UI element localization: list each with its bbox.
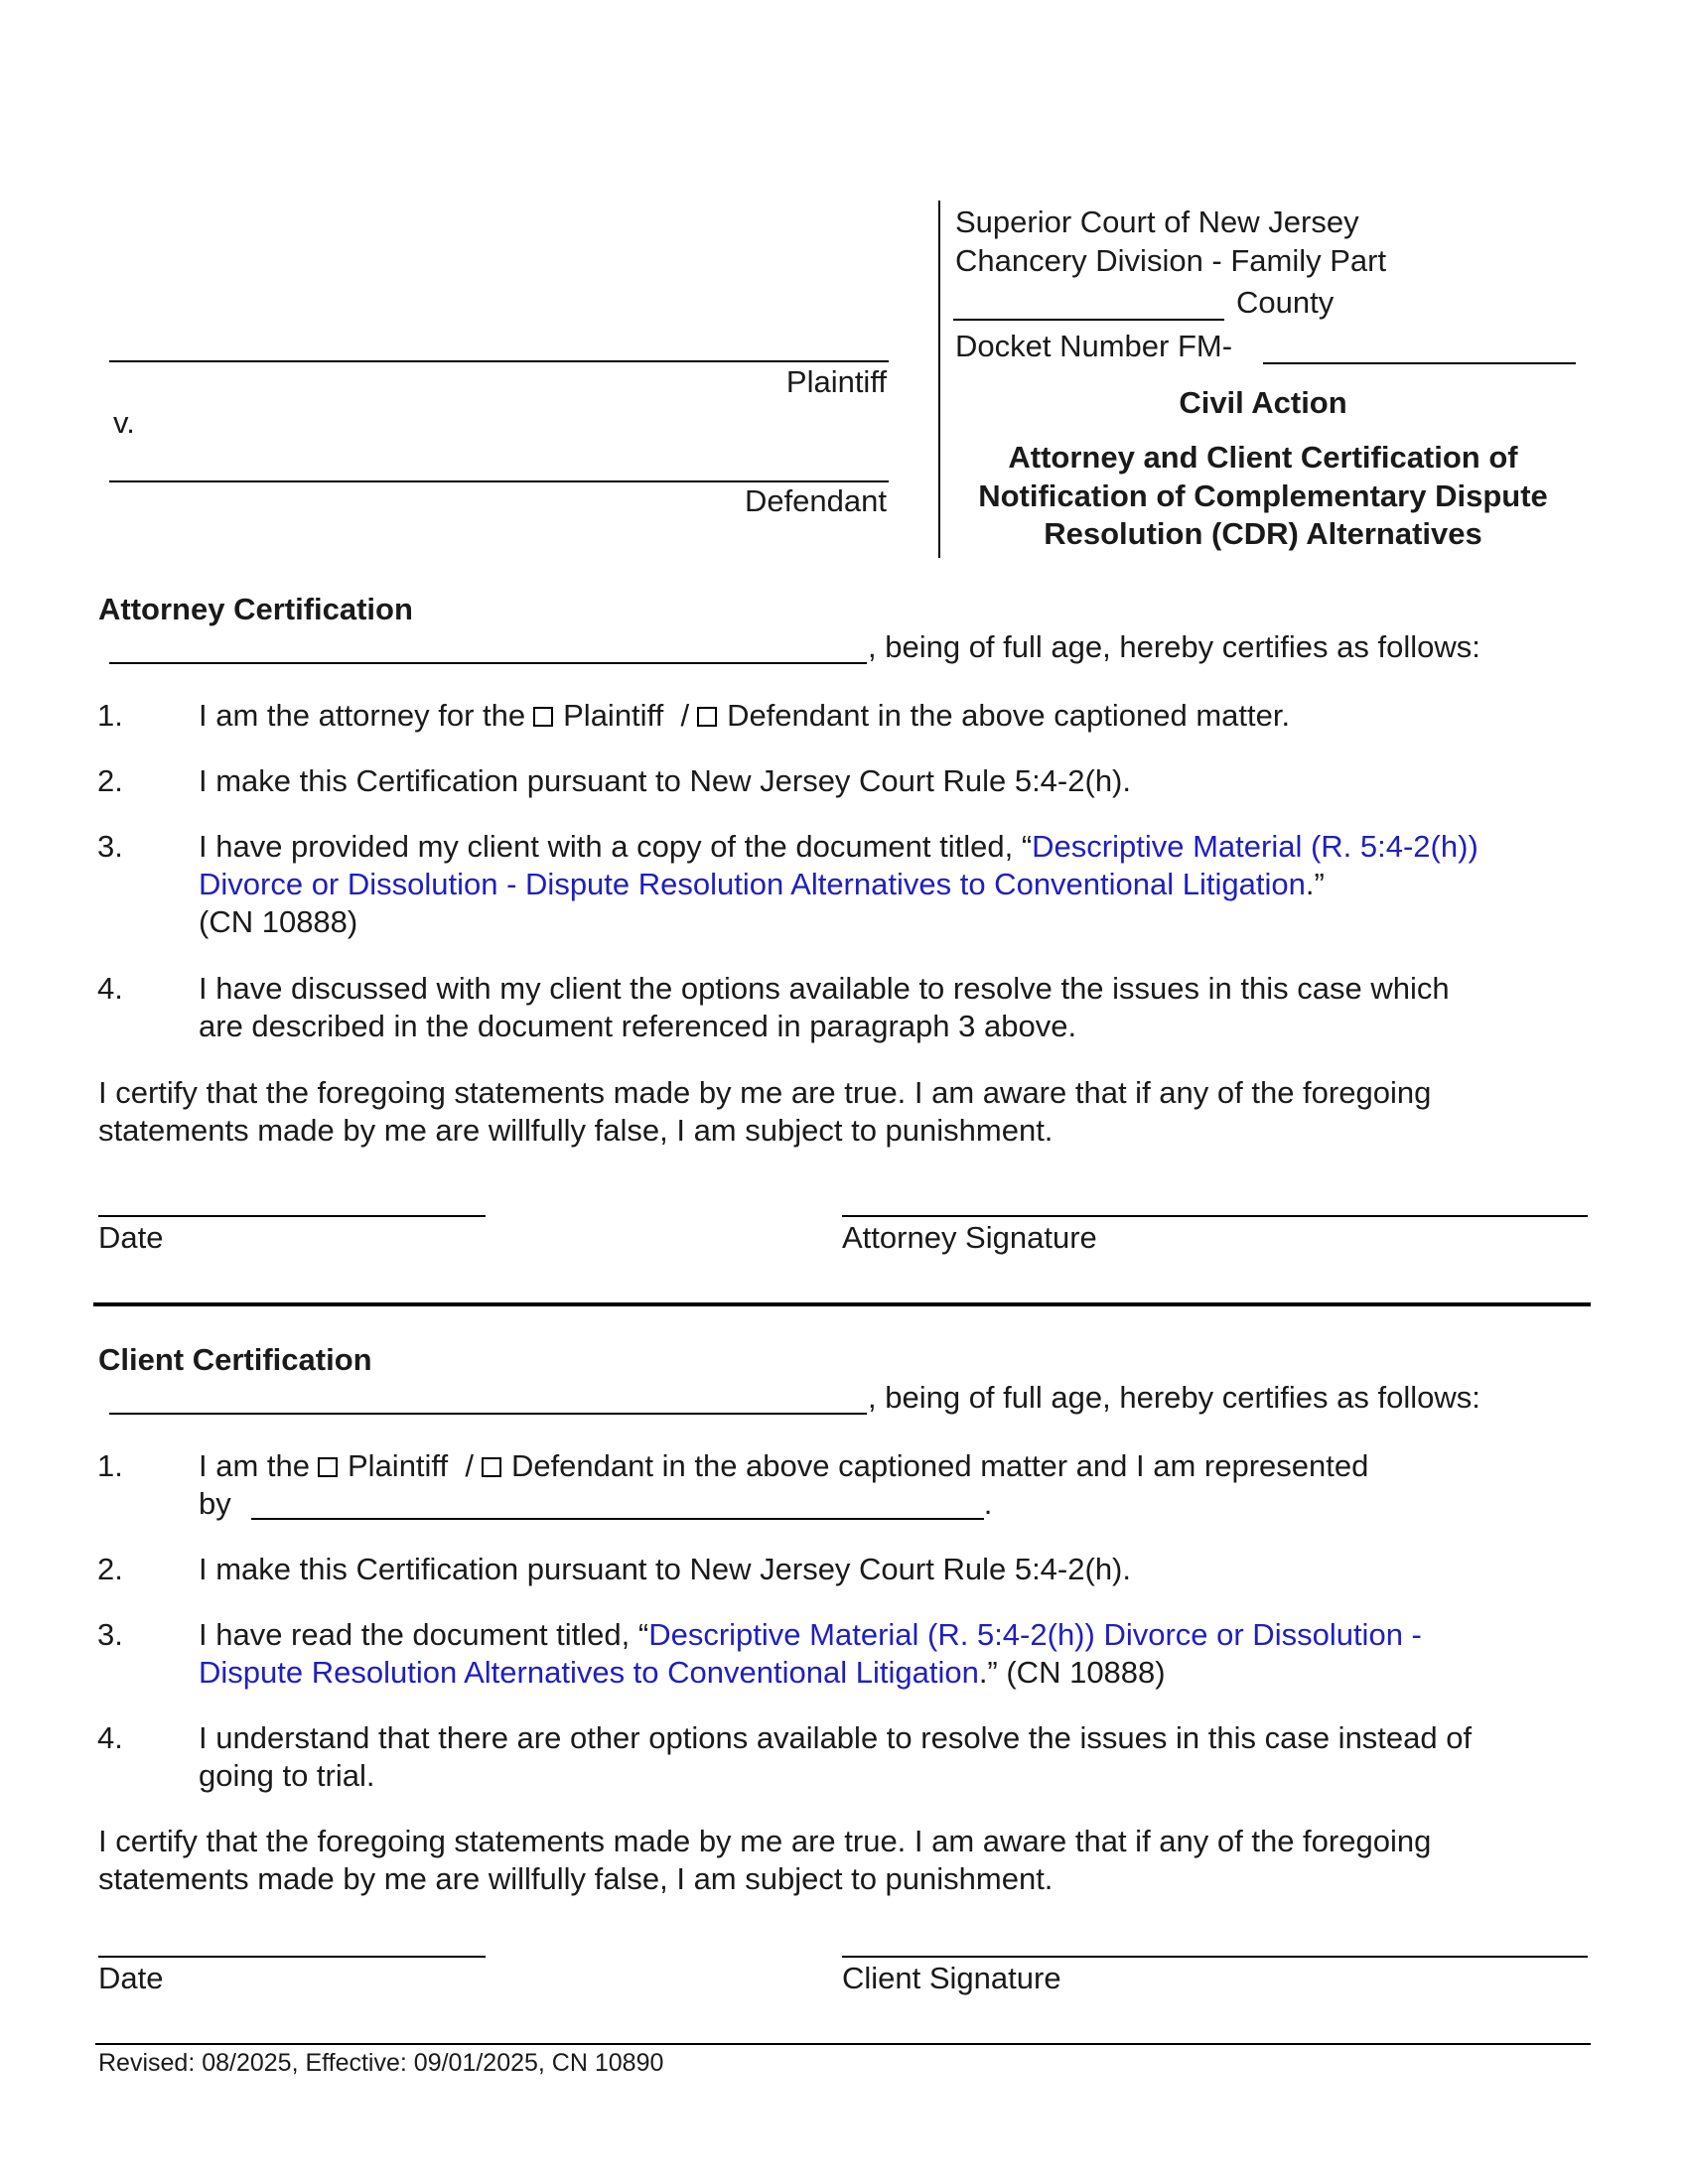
attorney-item-3-cn: (CN 10888)	[199, 904, 358, 939]
client-item-3-number: 3.	[97, 1617, 123, 1652]
client-represented-by-label: by	[199, 1486, 231, 1521]
versus-label: v.	[113, 405, 135, 440]
attorney-defendant-label: Defendant in the above captioned matter.	[727, 698, 1291, 733]
client-date-label: Date	[98, 1961, 164, 1995]
attorney-plaintiff-label: Plaintiff /	[563, 698, 690, 733]
client-certify-line2: statements made by me are willfully false, I am subject to punishment.	[98, 1861, 1054, 1896]
client-signature-label: Client Signature	[842, 1961, 1061, 1995]
client-name-line[interactable]	[109, 1413, 867, 1415]
client-descriptive-material-link[interactable]: Descriptive Material (R. 5:4-2(h)) Divorce or Dissolution -	[648, 1617, 1422, 1652]
client-item-3-text: I have read the document titled, “	[199, 1617, 649, 1652]
attorney-item-1-number: 1.	[97, 698, 123, 733]
docket-number-line[interactable]	[1263, 362, 1576, 364]
attorney-date-label: Date	[98, 1220, 164, 1255]
form-title-line2: Notification of Complementary Dispute	[978, 478, 1548, 513]
attorney-item-3-text: I have provided my client with a copy of the document titled, “	[199, 829, 1033, 864]
plaintiff-name-line[interactable]	[109, 360, 889, 362]
client-item-1-line2	[199, 1485, 1589, 1523]
attorney-name-line[interactable]	[109, 662, 867, 664]
court-division: Chancery Division - Family Part	[955, 243, 1387, 278]
footer-rule	[95, 2043, 1591, 2045]
attorney-item-3-line2	[199, 866, 1589, 903]
client-item-4-number: 4.	[97, 1720, 123, 1755]
attorney-item-1	[199, 697, 1589, 735]
attorney-signature-label: Attorney Signature	[842, 1220, 1097, 1255]
client-descriptive-material-link-cont[interactable]: Dispute Resolution Alternatives to Conventional Litigation	[199, 1655, 979, 1690]
client-defendant-label: Defendant in the above captioned matter and I am represented	[510, 1448, 1369, 1483]
attorney-item-4-line1: I have discussed with my client the options available to resolve the issues in this case which	[199, 971, 1450, 1006]
docket-label: Docket Number FM-	[955, 329, 1233, 363]
client-certify-line1: I certify that the foregoing statements made by me are true. I am aware that if any of the foregoing	[98, 1824, 1432, 1858]
client-signature-line[interactable]	[842, 1956, 1588, 1958]
attorney-intro-text: , being of full age, hereby certifies as follows:	[868, 629, 1480, 664]
plaintiff-label: Plaintiff	[785, 364, 887, 399]
client-plaintiff-checkbox[interactable]	[318, 1457, 338, 1477]
attorney-item-2-number: 2.	[97, 763, 123, 798]
client-defendant-checkbox[interactable]	[482, 1457, 501, 1477]
client-item-4-line1: I understand that there are other options available to resolve the issues in this case instead of	[199, 1720, 1473, 1755]
client-item-2-number: 2.	[97, 1552, 123, 1586]
descriptive-material-link-cont[interactable]: Divorce or Dissolution - Dispute Resolution Alternatives to Conventional Litigation	[199, 867, 1306, 901]
client-item-3-line1	[199, 1616, 1589, 1654]
attorney-cert-heading: Attorney Certification	[98, 592, 413, 626]
client-item-3-line2	[199, 1654, 1589, 1692]
attorney-item-4-line2: are described in the document referenced in paragraph 3 above.	[199, 1009, 1077, 1043]
client-intro-text: , being of full age, hereby certifies as follows:	[868, 1380, 1480, 1415]
attorney-item-2-text: I make this Certification pursuant to New Jersey Court Rule 5:4-2(h).	[199, 763, 1131, 798]
client-date-line[interactable]	[98, 1956, 486, 1958]
client-item-1-number: 1.	[97, 1448, 123, 1483]
attorney-defendant-checkbox[interactable]	[697, 707, 717, 727]
client-cert-heading: Client Certification	[98, 1342, 372, 1377]
client-item-1-end: .	[983, 1486, 993, 1521]
form-title-line1: Attorney and Client Certification of	[1008, 440, 1518, 475]
attorney-certify-line2: statements made by me are willfully false, I am subject to punishment.	[98, 1113, 1054, 1148]
attorney-item-3-close: .”	[1305, 867, 1325, 901]
client-item-1	[199, 1447, 1589, 1485]
client-plaintiff-label: Plaintiff /	[348, 1448, 474, 1483]
county-label: County	[1236, 285, 1335, 320]
caption-divider	[938, 201, 940, 558]
attorney-item-3-line1	[199, 828, 1589, 866]
defendant-label: Defendant	[744, 483, 887, 518]
attorney-date-line[interactable]	[98, 1215, 486, 1217]
attorney-item-4-number: 4.	[97, 971, 123, 1006]
client-item-4-line2: going to trial.	[199, 1758, 375, 1793]
form-title-line3: Resolution (CDR) Alternatives	[1044, 516, 1482, 551]
county-input-line[interactable]	[953, 319, 1224, 321]
civil-action-heading: Civil Action	[1179, 385, 1347, 420]
attorney-certify-line1: I certify that the foregoing statements made by me are true. I am aware that if any of the foregoing	[98, 1075, 1432, 1110]
section-separator	[93, 1302, 1591, 1306]
attorney-plaintiff-checkbox[interactable]	[533, 707, 553, 727]
client-item-3-close: .” (CN 10888)	[978, 1655, 1166, 1690]
attorney-item-3-number: 3.	[97, 829, 123, 864]
descriptive-material-link[interactable]: Descriptive Material (R. 5:4-2(h))	[1032, 829, 1478, 864]
attorney-signature-line[interactable]	[842, 1215, 1588, 1217]
client-item-1-text: I am the	[199, 1448, 310, 1483]
attorney-item-1-text: I am the attorney for the	[199, 698, 526, 733]
footer-revision: Revised: 08/2025, Effective: 09/01/2025, CN 10890	[98, 2049, 664, 2077]
client-item-2-text: I make this Certification pursuant to New Jersey Court Rule 5:4-2(h).	[199, 1552, 1131, 1586]
client-attorney-name-line[interactable]	[251, 1488, 984, 1520]
court-name: Superior Court of New Jersey	[955, 205, 1359, 239]
